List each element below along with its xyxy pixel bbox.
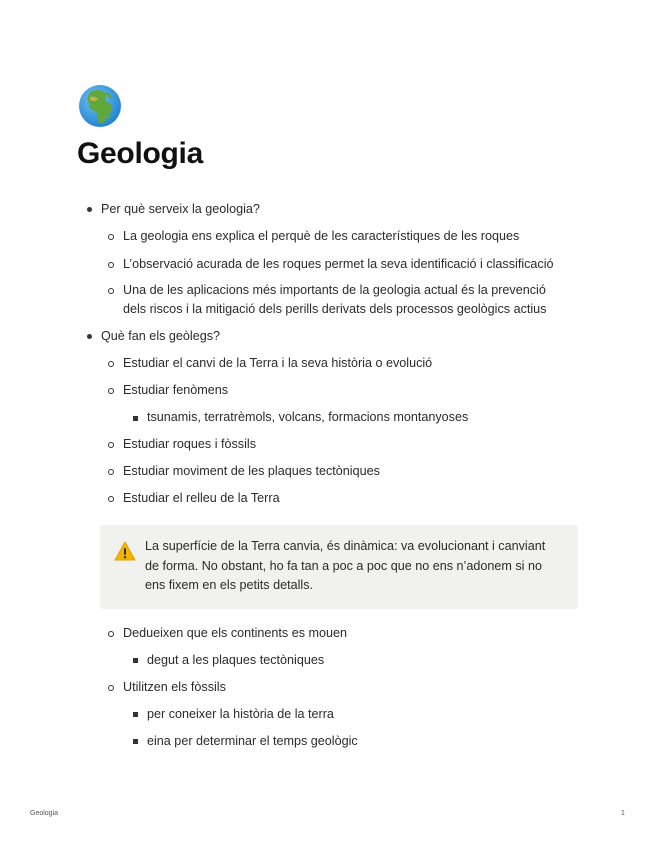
list-item: Estudiar fenòmens (123, 383, 229, 397)
bullet-circle (108, 361, 114, 367)
bullet-square (133, 739, 138, 744)
list-item: La geologia ens explica el perquè de les característiques de les roques (123, 229, 520, 243)
bullet-circle (108, 442, 114, 448)
list-item: Dedueixen que els continents es mouen (123, 626, 348, 640)
warning-icon (114, 540, 136, 562)
page-title: Geologia (77, 137, 203, 170)
list-item: eina per determinar el temps geològic (147, 734, 358, 748)
bullet-circle (108, 288, 114, 294)
list-item: Estudiar el relleu de la Terra (123, 491, 280, 505)
bullet-circle (108, 234, 114, 240)
bullet-square (133, 658, 138, 663)
bullet-circle (108, 262, 114, 268)
callout-line: La superfície de la Terra canvia, és dinàmica: va evolucionant i canviant (145, 539, 546, 553)
list-item: Una de les aplicacions més importants de la geologia actual és la prevenció (123, 283, 546, 297)
list-item: Estudiar moviment de les plaques tectòniques (123, 464, 380, 478)
list-item: Estudiar roques i fòssils (123, 437, 256, 451)
list-item: Què fan els geòlegs? (101, 329, 221, 343)
globe-africa-icon (78, 84, 122, 128)
list-item: tsunamis, terratrèmols, volcans, formacions montanyoses (147, 410, 469, 424)
bullet-circle (108, 685, 114, 691)
callout-line: de forma. No obstant, ho fa tan a poc a poc que no ens n’adonem si no (145, 558, 542, 573)
page-number: 1 (621, 810, 625, 817)
footer-title: Geologia (30, 810, 59, 817)
bullet-circle (108, 631, 114, 637)
bullet-square (133, 416, 138, 421)
list-item: L’observació acurada de les roques permet la seva identificació i classificació (123, 257, 554, 271)
list-item: per coneixer la història de la terra (147, 707, 334, 721)
callout-line: ens fixem en els petits detalls. (145, 578, 313, 592)
bullet-circle (108, 496, 114, 502)
bullet-disc (87, 207, 92, 212)
bullet-circle (108, 469, 114, 475)
bullet-circle (108, 388, 114, 394)
list-item: degut a les plaques tectòniques (147, 653, 325, 667)
list-item: Estudiar el canvi de la Terra i la seva història o evolució (123, 356, 433, 370)
callout-box (100, 525, 578, 609)
list-item: Per què serveix la geologia? (101, 202, 260, 216)
list-item-continuation: dels riscos i la mitigació dels perills derivats dels processos geològics actius (123, 302, 547, 316)
list-item: Utilitzen els fòssils (123, 680, 226, 694)
callout-text (145, 537, 565, 596)
bullet-disc (87, 334, 92, 339)
bullet-square (133, 712, 138, 717)
